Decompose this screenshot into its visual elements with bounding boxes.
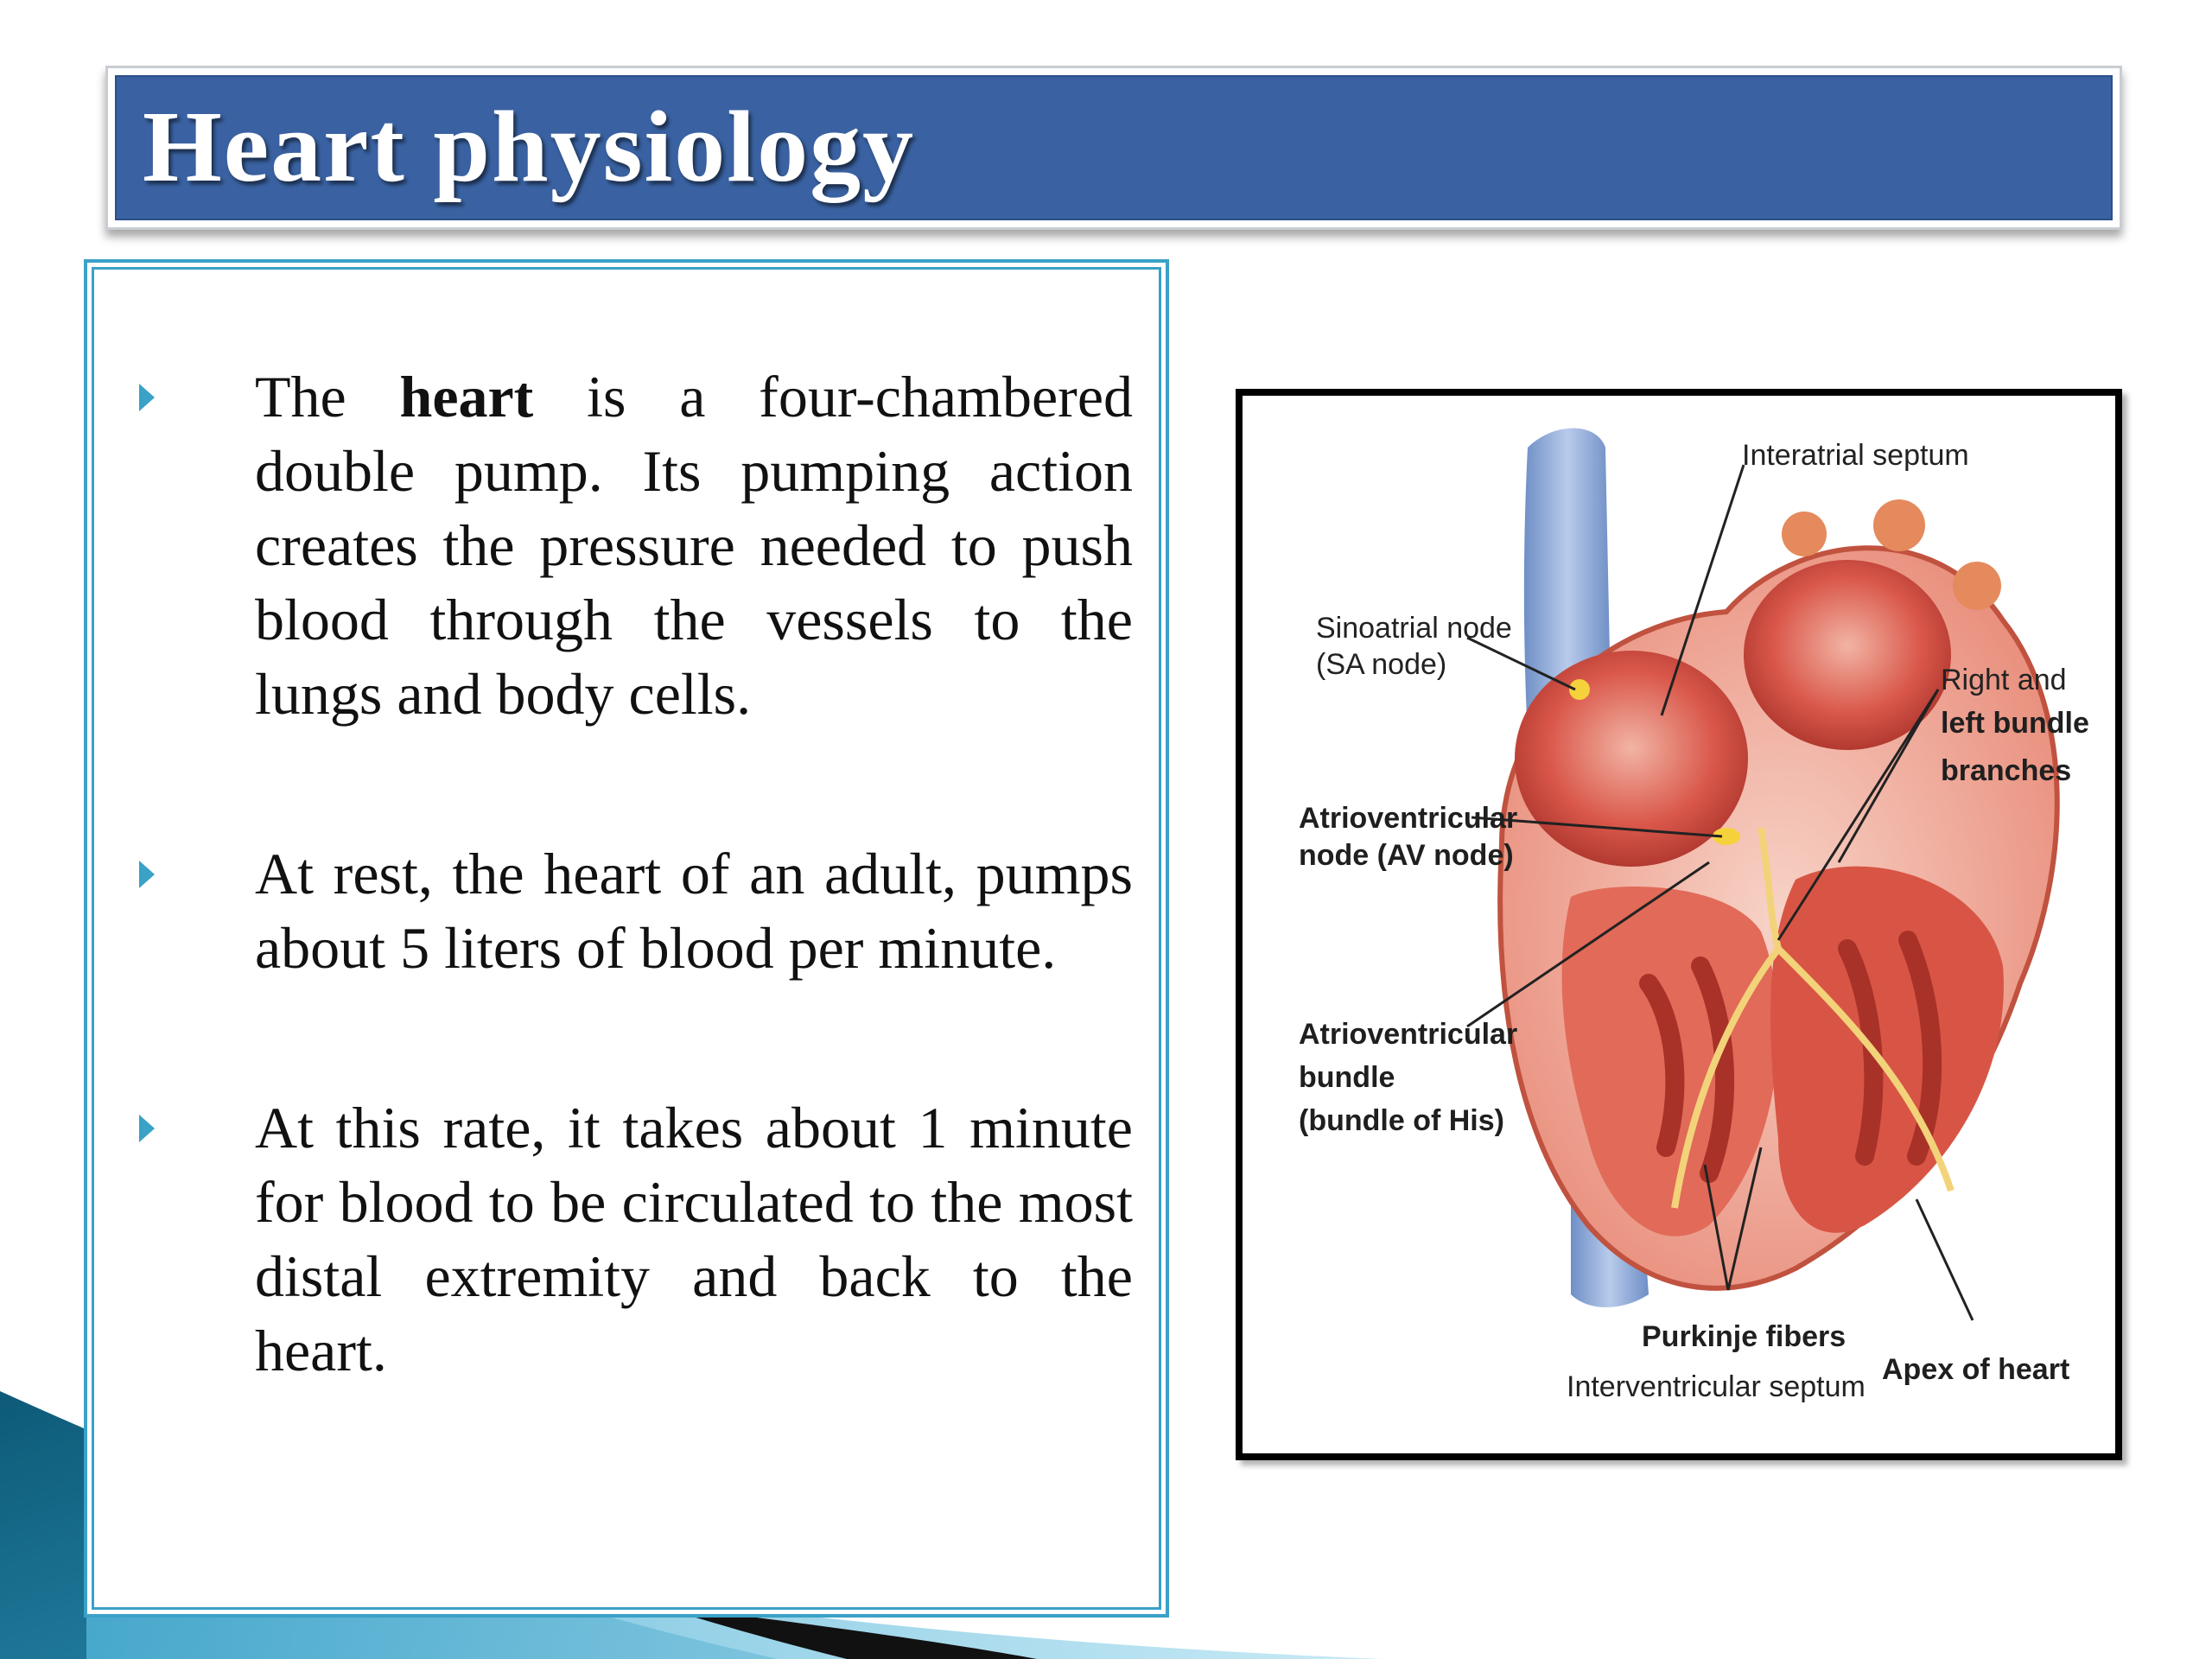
label-bundle-branches-line2: left bundle bbox=[1941, 707, 2089, 740]
triangle-bullet-icon bbox=[139, 1115, 155, 1142]
label-interatrial-septum: Interatrial septum bbox=[1742, 439, 1969, 472]
heart-diagram-image bbox=[1243, 396, 2115, 1453]
content-box bbox=[84, 259, 1169, 1618]
label-sa-node-line2: (SA node) bbox=[1316, 648, 1447, 681]
label-purkinje-fibers: Purkinje fibers bbox=[1642, 1320, 1847, 1353]
label-av-node-line1: Atrioventricular bbox=[1299, 802, 1518, 835]
slide-title: Heart physiology bbox=[143, 90, 916, 203]
right-atrium bbox=[1515, 651, 1748, 867]
bullet-text-bold: heart bbox=[399, 364, 534, 429]
bullet-list bbox=[139, 359, 1133, 1493]
bullet-item bbox=[139, 1090, 1133, 1388]
label-interventricular-septum: Interventricular septum bbox=[1567, 1370, 1866, 1403]
triangle-bullet-icon bbox=[139, 384, 155, 411]
label-av-bundle-line2: bundle bbox=[1299, 1061, 1395, 1094]
title-banner bbox=[105, 66, 2122, 230]
left-ventricle bbox=[1770, 867, 2004, 1233]
title-bar bbox=[115, 75, 2113, 220]
bullet-item bbox=[139, 359, 1133, 731]
label-sa-node-line1: Sinoatrial node bbox=[1316, 612, 1512, 645]
heart-diagram-figure bbox=[1236, 389, 2122, 1460]
bullet-text-pre: The bbox=[255, 364, 400, 429]
pulmonary-vein bbox=[1873, 499, 1925, 551]
label-av-bundle-line3: (bundle of His) bbox=[1299, 1104, 1504, 1137]
bullet-text-post: is a four-chambered double pump. Its pumping action creates the pressure needed to push blood through the vessels to the lungs and body cells. bbox=[255, 364, 1134, 727]
label-av-node-line2: node (AV node) bbox=[1299, 839, 1514, 872]
bullet-item bbox=[139, 836, 1133, 985]
pulmonary-vein bbox=[1953, 562, 2001, 610]
bullet-text: At this rate, it takes about 1 minute for blood to be circulated to the most distal extremity and back to the heart. bbox=[255, 1095, 1133, 1383]
triangle-bullet-icon bbox=[139, 861, 155, 888]
label-bundle-branches-line1: Right and bbox=[1941, 664, 2067, 696]
bullet-text: At rest, the heart of an adult, pumps about 5 liters of blood per minute. bbox=[255, 841, 1133, 981]
label-bundle-branches-line3: branches bbox=[1941, 754, 2072, 787]
label-av-bundle-line1: Atrioventricular bbox=[1299, 1018, 1518, 1051]
pulmonary-vein bbox=[1782, 512, 1827, 556]
label-apex-of-heart: Apex of heart bbox=[1882, 1353, 2070, 1386]
